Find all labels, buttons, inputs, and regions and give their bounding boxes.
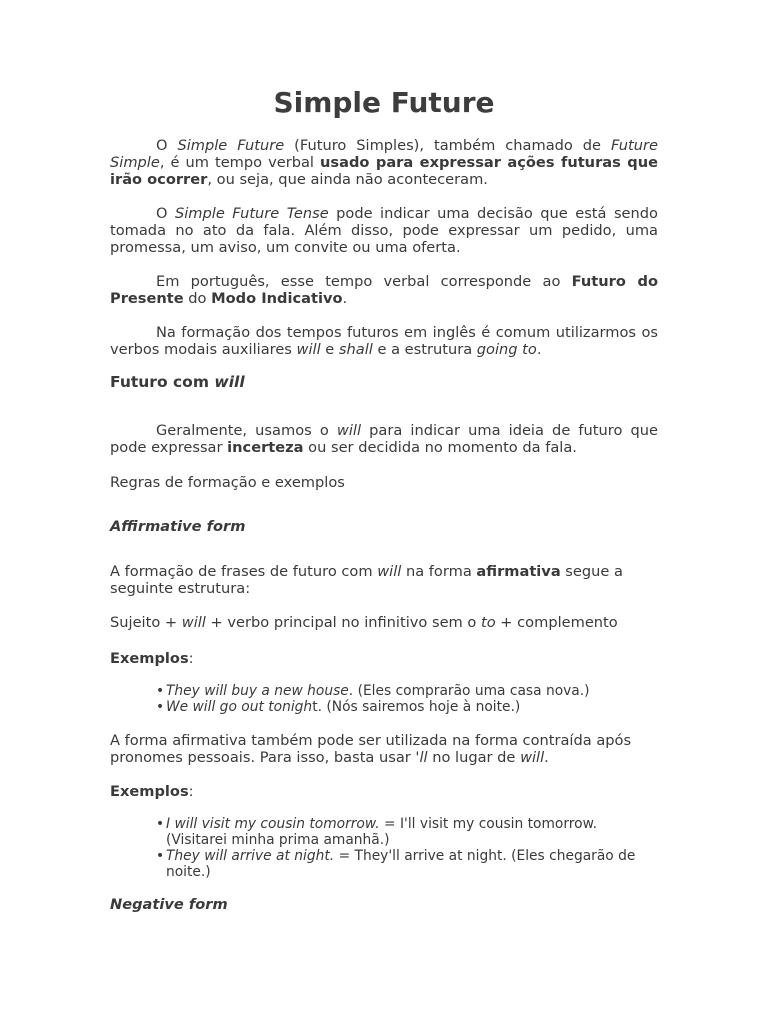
text-italic: will xyxy=(377,563,402,580)
text-italic: shall xyxy=(338,341,373,358)
text-italic: will xyxy=(181,614,206,631)
subheading-affirmative: Affirmative form xyxy=(110,518,246,535)
text: pode indicar uma decisão que está sendo tomada no ato da fala. Além disso, pode expressar um pedido, uma promessa, um aviso, um convite ou uma oferta. xyxy=(110,205,658,256)
text: , é um tempo verbal xyxy=(159,154,321,171)
text-italic: They will arrive at night. xyxy=(166,848,335,864)
text: A forma afirmativa também pode ser utilizada na forma contraída após pronomes pessoais. Para isso, basta usar ' xyxy=(110,732,632,766)
paragraph-generally xyxy=(110,422,658,456)
text-italic: They will buy a new house xyxy=(166,683,349,699)
paragraph-rules: Regras de formação e exemplos xyxy=(110,474,345,491)
text: . xyxy=(544,749,549,766)
text: do xyxy=(183,290,212,307)
page-title: Simple Future xyxy=(273,86,495,119)
paragraph-contracted xyxy=(110,732,658,766)
text: (Futuro Simples), também chamado de xyxy=(284,137,611,154)
list-item xyxy=(110,683,658,699)
text: . xyxy=(342,290,348,307)
section-heading-will xyxy=(110,374,658,391)
text: Sujeito + xyxy=(110,614,182,631)
text: + verbo principal no infinitivo sem o xyxy=(205,614,481,631)
formula-affirmative xyxy=(110,614,658,631)
paragraph-modals xyxy=(110,324,658,358)
text: = I'll visit my cousin tomorrow. (Visitarei minha prima amanhã.) xyxy=(166,816,598,848)
text: e xyxy=(320,341,339,358)
paragraph-affirmative-structure xyxy=(110,563,658,597)
paragraph-portuguese xyxy=(110,273,658,307)
text-bold: Futuro do Presente xyxy=(110,273,658,307)
text-italic: will xyxy=(296,341,321,358)
paragraph-usage xyxy=(110,205,658,256)
text: . xyxy=(536,341,542,358)
text: O xyxy=(156,137,178,154)
text-italic: Simple Future Tense xyxy=(174,205,329,222)
text-italic: Future Simple xyxy=(110,137,658,171)
text: A formação de frases de futuro com xyxy=(110,563,378,580)
text: : xyxy=(188,783,194,800)
text-italic: going to xyxy=(476,341,537,358)
text-italic: to xyxy=(480,614,496,631)
text-bold: afirmativa xyxy=(476,563,561,580)
list-item xyxy=(110,848,658,880)
text: t. (Nós sairemos hoje à noite.) xyxy=(312,699,521,715)
text: e a estrutura xyxy=(372,341,477,358)
list-item xyxy=(110,816,658,848)
text-italic: We will go out tonigh xyxy=(166,699,313,715)
examples-label-1 xyxy=(110,650,658,667)
text: + complemento xyxy=(495,614,618,631)
text-italic: Simple Future xyxy=(177,137,285,154)
examples-label-2 xyxy=(110,783,658,800)
text: Na formação dos tempos futuros em inglês é comum utilizarmos os verbos modais auxiliares xyxy=(110,324,658,358)
text: ou ser decidida no momento da fala. xyxy=(303,439,577,456)
text-italic: I will visit my cousin tomorrow. xyxy=(166,816,380,832)
text: : xyxy=(188,650,194,667)
text: = They'll arrive at night. (Eles chegarão de noite.) xyxy=(166,848,636,880)
examples-list-1 xyxy=(110,683,658,715)
text-bold: Exemplos xyxy=(110,650,189,667)
text: para indicar uma ideia de futuro que pode expressar xyxy=(110,422,658,456)
text: O xyxy=(156,205,175,222)
examples-list-2 xyxy=(110,816,658,880)
text-italic: will xyxy=(520,749,545,766)
text: Geralmente, usamos o xyxy=(156,422,337,439)
text-italic: ll xyxy=(419,749,428,766)
text: no lugar de xyxy=(427,749,521,766)
text: Em português, esse tempo verbal corresponde ao xyxy=(156,273,572,290)
text-bold: usado para expressar ações futuras que irão ocorrer xyxy=(110,154,659,188)
heading-text-italic: will xyxy=(214,373,245,391)
text-bold: Modo Indicativo xyxy=(211,290,343,307)
subheading-negative: Negative form xyxy=(110,896,228,913)
text: , ou seja, que ainda não aconteceram. xyxy=(207,171,488,188)
text-bold: Exemplos xyxy=(110,783,189,800)
bullet-icon: • xyxy=(156,699,165,715)
list-item xyxy=(110,699,658,715)
text: na forma xyxy=(401,563,477,580)
text: . (Eles comprarão uma casa nova.) xyxy=(348,683,590,699)
heading-text: Futuro com xyxy=(110,373,215,391)
text: segue a seguinte estrutura: xyxy=(110,563,623,597)
bullet-icon: • xyxy=(156,816,165,832)
text-bold: incerteza xyxy=(227,439,304,456)
text-italic: will xyxy=(336,422,362,439)
paragraph-intro xyxy=(110,137,658,188)
bullet-icon: • xyxy=(156,848,165,864)
bullet-icon: • xyxy=(156,683,165,699)
